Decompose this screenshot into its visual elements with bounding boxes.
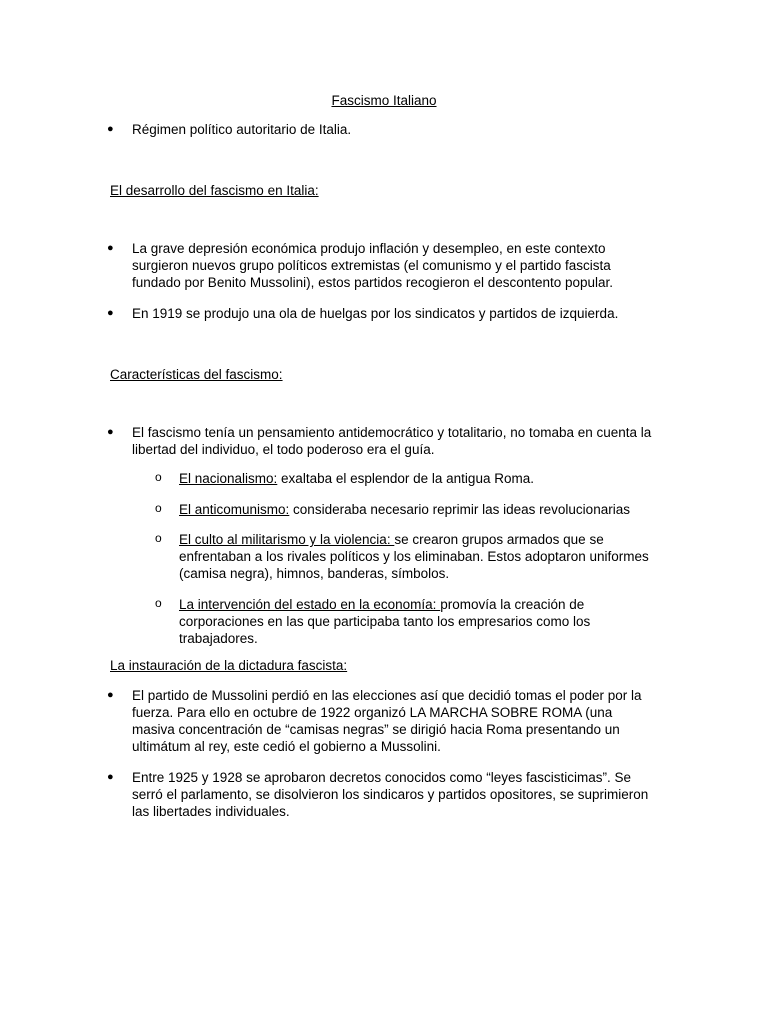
- sub-item-label: El nacionalismo:: [179, 471, 278, 486]
- bullet-icon: ●: [107, 123, 114, 135]
- list-item-text: Entre 1925 y 1928 se aprobaron decretos conocidos como “leyes fascisticimas”. Se serró el parlamento, se disolvieron los sindicaros y partidos opositores, se suprimieron las libertades individuales.: [132, 770, 649, 819]
- sub-item-text: promovía la creación de corporaciones en las que participaba tanto los empresarios como los trabajadores.: [179, 597, 591, 646]
- section-heading: La instauración de la dictadura fascista:: [110, 658, 348, 673]
- list-item-text: La grave depresión económica produjo inflación y desempleo, en este contexto surgieron nuevos grupo políticos extremistas (el comunismo y el partido fascista fundado por Benito Mussolini), estos partidos recogieron el descontento popular.: [132, 241, 614, 290]
- sub-item-text: consideraba necesario reprimir las ideas revolucionarias: [289, 502, 630, 517]
- list-item-text: En 1919 se produjo una ola de huelgas por los sindicatos y partidos de izquierda.: [132, 306, 619, 321]
- list-item: [107, 121, 652, 138]
- list-item-text: Régimen político autoritario de Italia.: [132, 122, 352, 137]
- circle-bullet-icon: o: [155, 596, 162, 610]
- circle-bullet-icon: o: [155, 531, 162, 545]
- list-item: [107, 240, 652, 291]
- bullet-icon: ●: [107, 307, 114, 319]
- sub-item-label: El culto al militarismo y la violencia:: [179, 532, 395, 547]
- document-title: Fascismo Italiano: [331, 93, 437, 108]
- sub-list-item: [155, 501, 659, 518]
- circle-bullet-icon: o: [155, 470, 162, 484]
- sub-item-label: La intervención del estado en la economía:: [179, 597, 441, 612]
- list-item: [107, 687, 652, 755]
- section-heading: El desarrollo del fascismo en Italia:: [110, 183, 319, 198]
- sub-item-text: se crearon grupos armados que se enfrentaban a los rivales políticos y los eliminaban. Estos adoptaron uniformes (camisa negra), himnos, banderas, símbolos.: [179, 532, 649, 581]
- list-item: [107, 769, 652, 820]
- list-item: [107, 305, 652, 322]
- sub-item-text: exaltaba el esplendor de la antigua Roma.: [277, 471, 534, 486]
- sub-list-item: [155, 531, 659, 582]
- section-heading: Características del fascismo:: [110, 367, 283, 382]
- list-item-text: El fascismo tenía un pensamiento antidemocrático y totalitario, no tomaba en cuenta la libertad del individuo, el todo poderoso era el guía.: [132, 425, 652, 457]
- bullet-icon: ●: [107, 689, 114, 701]
- list-item: [107, 424, 652, 458]
- sub-list-item: [155, 596, 659, 647]
- sub-item-label: El anticomunismo:: [179, 502, 290, 517]
- circle-bullet-icon: o: [155, 501, 162, 515]
- bullet-icon: ●: [107, 771, 114, 783]
- sub-list-item: [155, 470, 659, 487]
- bullet-icon: ●: [107, 426, 114, 438]
- bullet-icon: ●: [107, 242, 114, 254]
- list-item-text: El partido de Mussolini perdió en las elecciones así que decidió tomas el poder por la fuerza. Para ello en octubre de 1922 organizó LA MARCHA SOBRE ROMA (una masiva concentración de “camisas negras” se dirigió hacia Roma presentando un ultimátum al rey, este cedió el gobierno a Mussolini.: [132, 688, 642, 754]
